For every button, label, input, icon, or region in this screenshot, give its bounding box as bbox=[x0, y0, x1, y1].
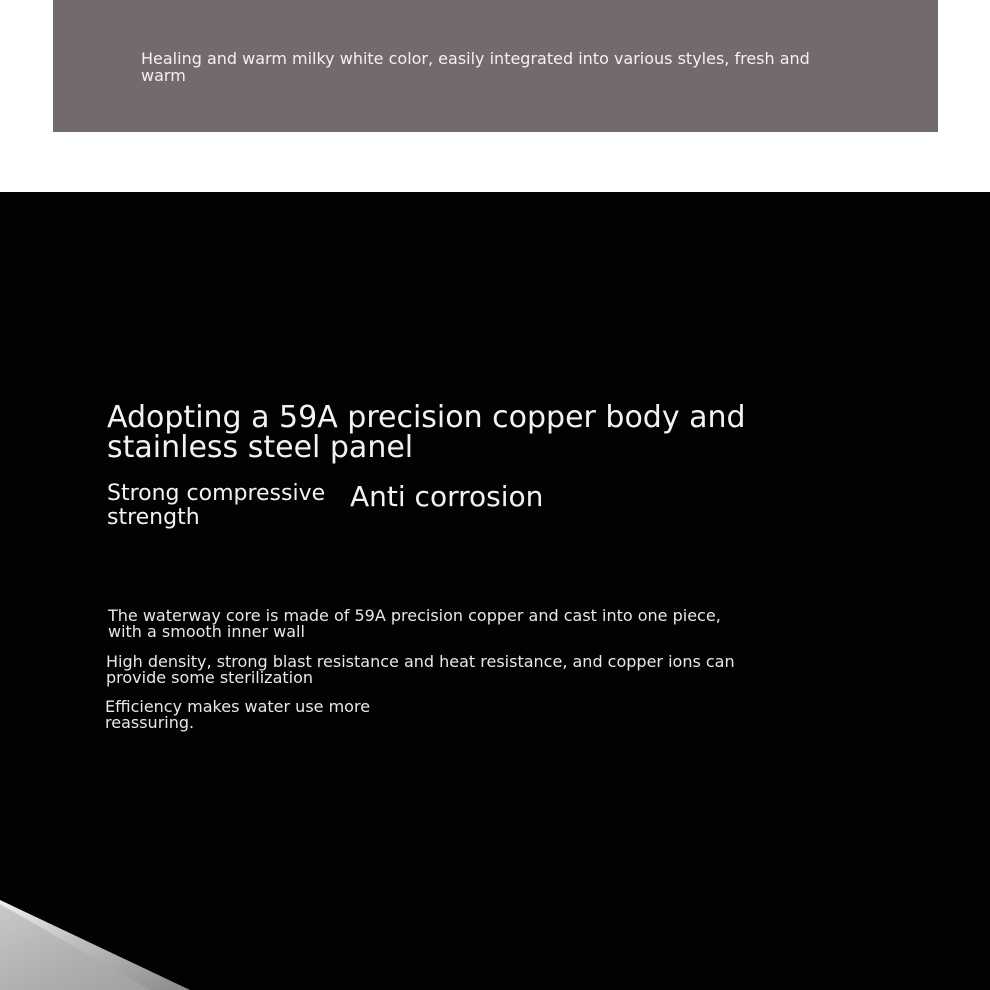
steel-panel-corner-image bbox=[0, 900, 190, 990]
feature-strength-label: Strong compressive strength bbox=[107, 481, 326, 530]
material-description-3: Efficiency makes water use more reassuring. bbox=[105, 697, 371, 732]
material-description-2: High density, strong blast resistance and heat resistance, and copper ions can provide some sterilization bbox=[106, 652, 735, 687]
material-headline: Adopting a 59A precision copper body and stainless steel panel bbox=[107, 400, 746, 465]
feature-corrosion-label: Anti corrosion bbox=[350, 480, 544, 513]
material-feature-section bbox=[0, 192, 990, 990]
color-description-text: Healing and warm milky white color, easily integrated into various styles, fresh and warm bbox=[141, 49, 810, 85]
color-description-banner bbox=[53, 0, 938, 132]
material-description-1: The waterway core is made of 59A precision copper and cast into one piece, with a smooth inner wall bbox=[108, 606, 721, 641]
